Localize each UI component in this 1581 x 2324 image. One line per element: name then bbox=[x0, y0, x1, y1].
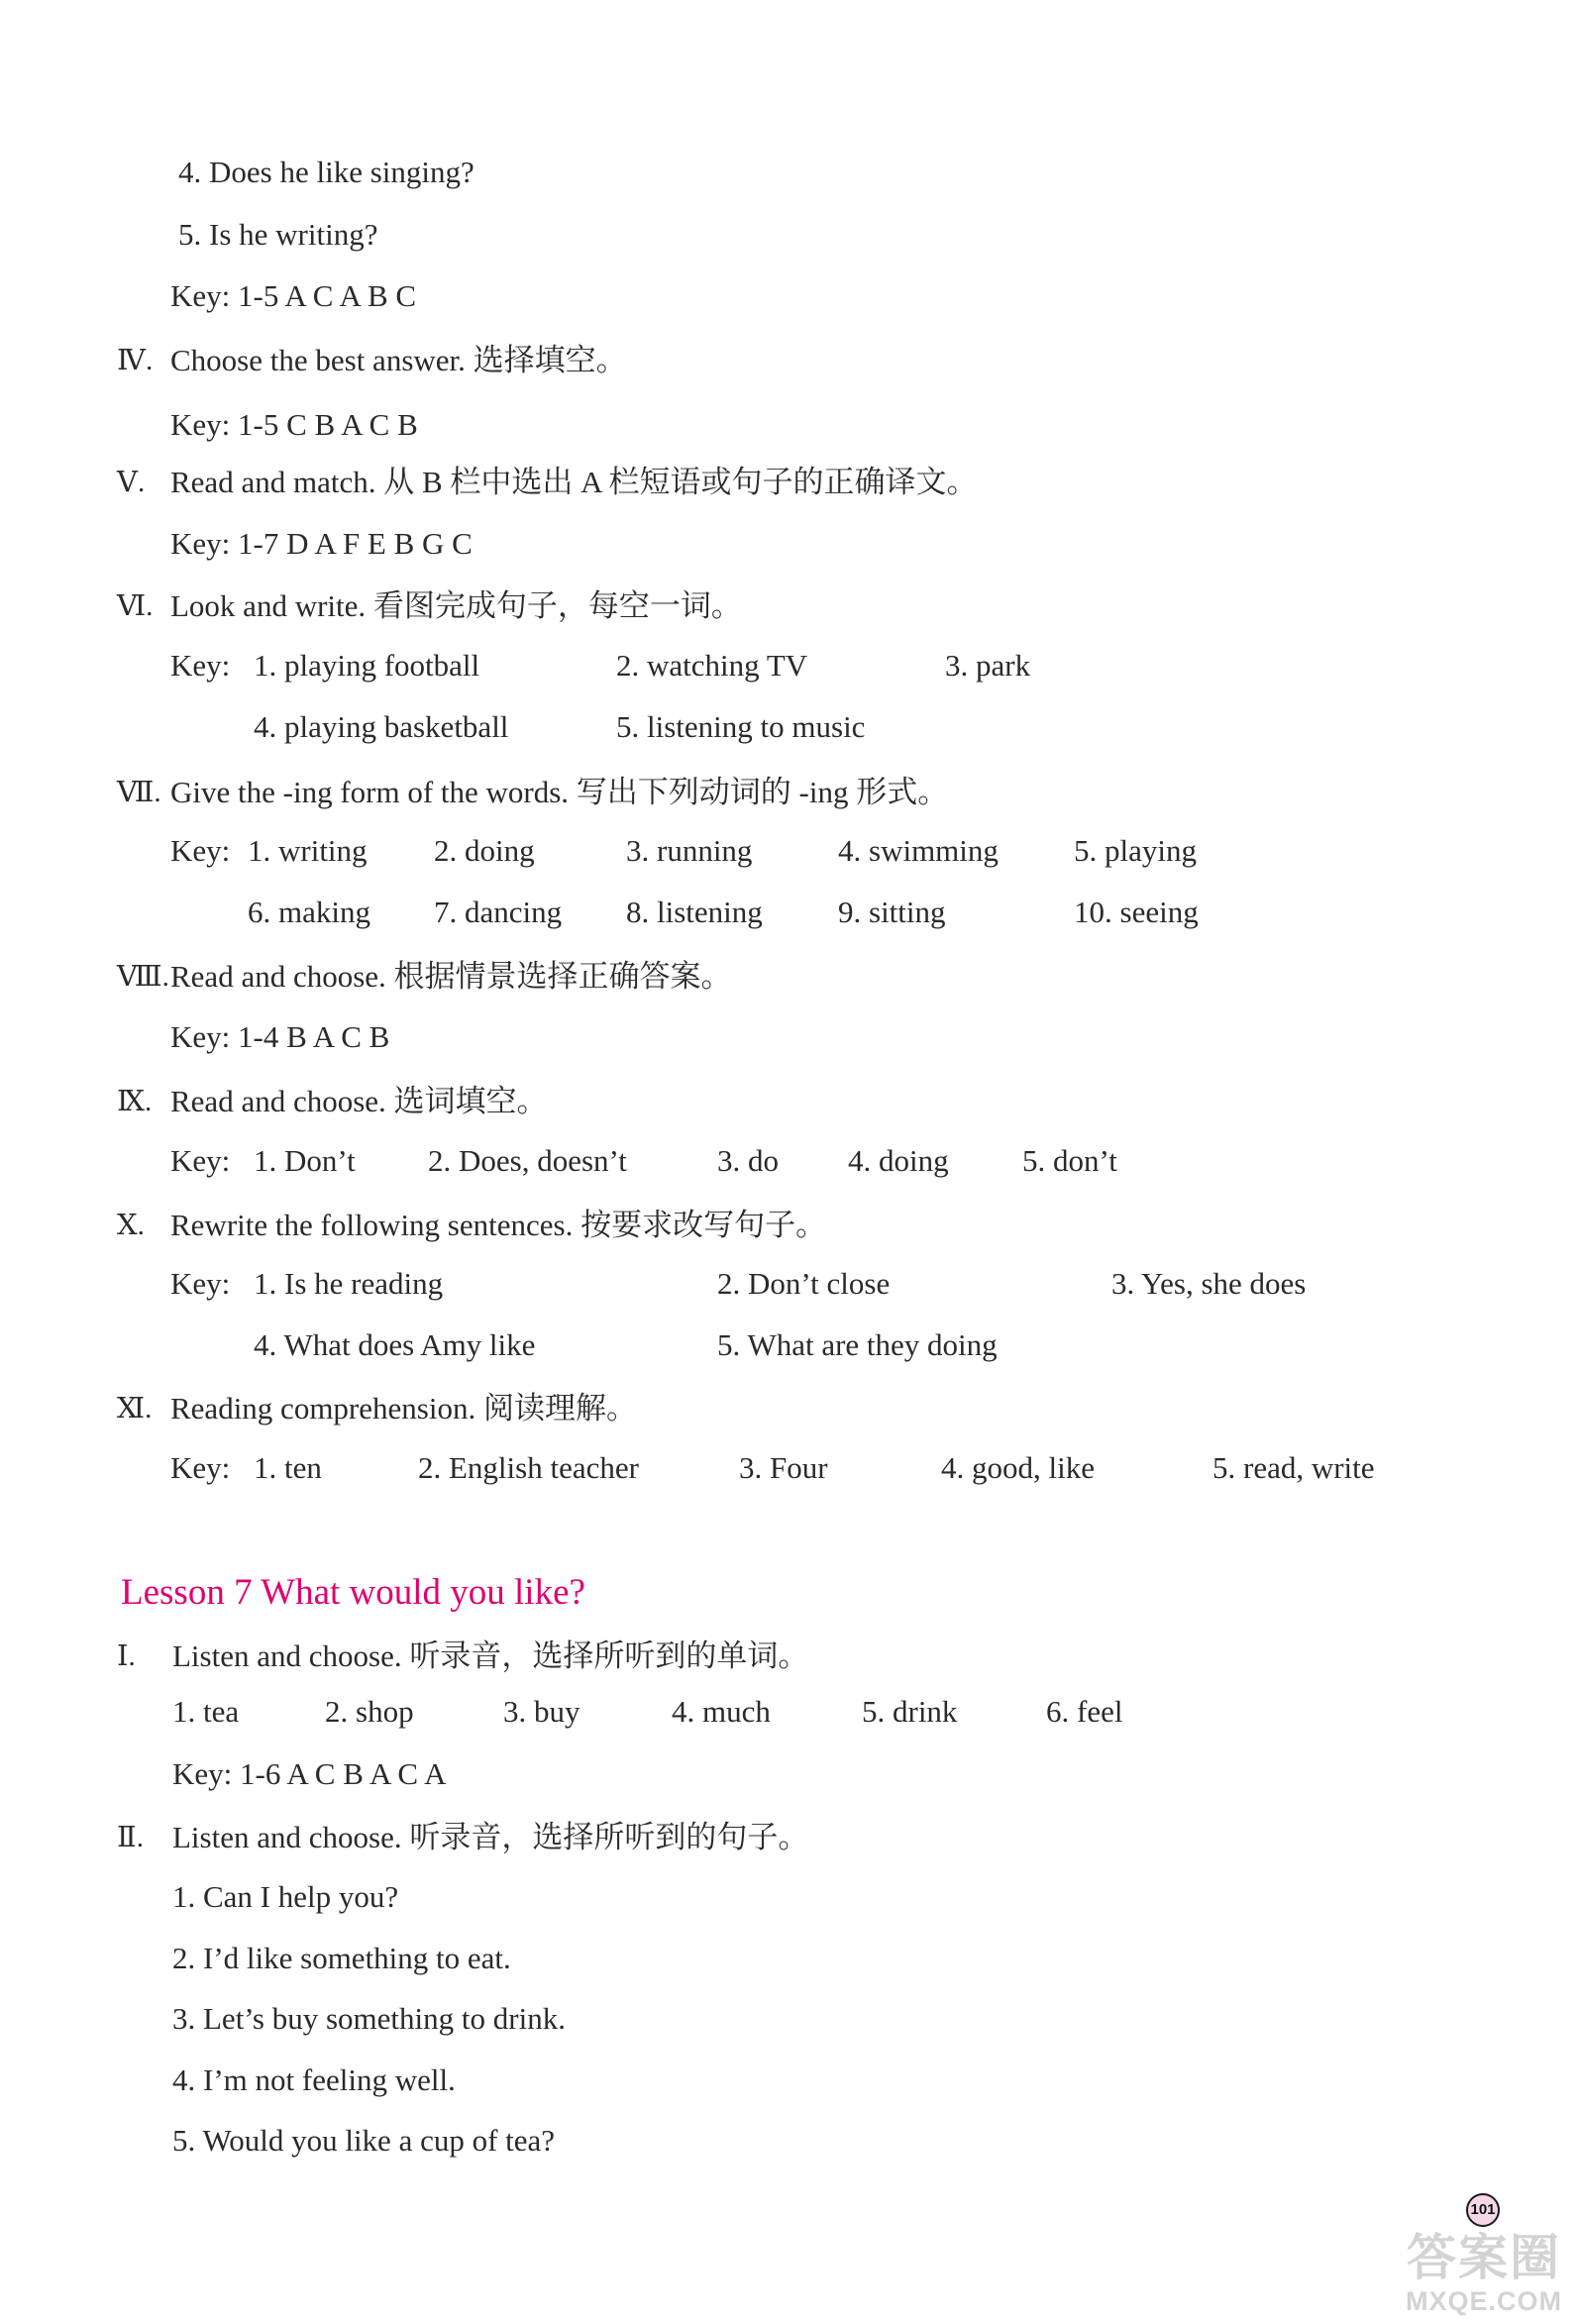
answer-item: 5. read, write bbox=[1212, 1450, 1375, 1485]
section-numeral: Ⅺ. bbox=[117, 1393, 153, 1425]
answer-item: 2. Does, doesn’t bbox=[428, 1143, 627, 1178]
sentence-item: 2. I’d like something to eat. bbox=[172, 1941, 511, 1975]
answer-item: 1. playing football bbox=[254, 648, 480, 683]
watermark bbox=[1397, 2229, 1571, 2318]
key-label: Key: bbox=[170, 1450, 231, 1485]
answer-item: 3. running bbox=[626, 833, 753, 868]
word-item: 2. shop bbox=[325, 1694, 414, 1729]
section-numeral: Ⅴ. bbox=[117, 467, 146, 498]
key-label: Key: bbox=[170, 1266, 231, 1301]
answer-item: 5. listening to music bbox=[616, 709, 866, 744]
section-numeral: Ⅷ. bbox=[117, 961, 169, 993]
answer-key: Key: 1-5 C B A C B bbox=[170, 407, 418, 442]
answer-item: 5. playing bbox=[1074, 833, 1197, 868]
section-title: Read and choose. 根据情景选择正确答案。 bbox=[170, 959, 732, 994]
answer-item: 4. swimming bbox=[838, 833, 999, 868]
section-title: Listen and choose. 听录音，选择所听到的单词。 bbox=[172, 1638, 809, 1673]
section-title: Read and match. 从 B 栏中选出 A 栏短语或句子的正确译文。 bbox=[170, 465, 978, 499]
word-item: 4. much bbox=[672, 1694, 771, 1729]
answer-key: Key: 1-7 D A F E B G C bbox=[170, 526, 473, 561]
section-title: Give the -ing form of the words. 写出下列动词的 -ing 形式。 bbox=[170, 775, 949, 809]
section-numeral: Ⅶ. bbox=[117, 777, 161, 808]
section-title: Listen and choose. 听录音，选择所听到的句子。 bbox=[172, 1820, 809, 1854]
question-item: 5. Is he writing? bbox=[178, 217, 378, 252]
answer-item: 4. playing basketball bbox=[254, 709, 509, 744]
question-item: 4. Does he like singing? bbox=[178, 155, 474, 189]
section-numeral: Ⅰ. bbox=[117, 1640, 136, 1672]
answer-item: 3. Yes, she does bbox=[1111, 1266, 1307, 1301]
answer-item: 7. dancing bbox=[434, 895, 563, 929]
answer-key: Key: 1-5 A C A B C bbox=[170, 278, 417, 313]
answer-key: Key: 1-6 A C B A C A bbox=[172, 1756, 447, 1791]
answer-item: 4. good, like bbox=[941, 1450, 1095, 1485]
section-numeral: Ⅱ. bbox=[117, 1822, 144, 1853]
section-title: Reading comprehension. 阅读理解。 bbox=[170, 1391, 637, 1426]
section-title: Read and choose. 选词填空。 bbox=[170, 1084, 548, 1118]
watermark-url: MXQE.COM bbox=[1405, 2286, 1562, 2316]
answer-item: 5. What are they doing bbox=[717, 1327, 998, 1362]
answer-item: 3. Four bbox=[739, 1450, 828, 1485]
answer-item: 1. ten bbox=[254, 1450, 322, 1485]
section-title: Look and write. 看图完成句子，每空一词。 bbox=[170, 588, 742, 623]
answer-item: 3. do bbox=[717, 1143, 779, 1178]
answer-item: 2. Don’t close bbox=[717, 1266, 891, 1301]
answer-item: 10. seeing bbox=[1074, 895, 1199, 929]
answer-item: 1. Don’t bbox=[254, 1143, 356, 1178]
answer-item: 2. watching TV bbox=[616, 648, 808, 683]
word-item: 5. drink bbox=[862, 1694, 958, 1729]
watermark-text: 答案圈 bbox=[1407, 2230, 1561, 2285]
section-numeral: Ⅸ. bbox=[117, 1086, 153, 1117]
answer-item: 5. don’t bbox=[1022, 1143, 1117, 1178]
answer-item: 8. listening bbox=[626, 895, 763, 929]
sentence-item: 5. Would you like a cup of tea? bbox=[172, 2123, 556, 2158]
section-numeral: Ⅹ. bbox=[117, 1210, 145, 1241]
section-title: Rewrite the following sentences. 按要求改写句子。 bbox=[170, 1208, 827, 1242]
sentence-item: 4. I’m not feeling well. bbox=[172, 2062, 456, 2097]
key-label: Key: bbox=[170, 648, 231, 683]
sentence-item: 1. Can I help you? bbox=[172, 1879, 399, 1914]
section-numeral: Ⅵ. bbox=[117, 590, 154, 622]
answer-item: 4. What does Amy like bbox=[254, 1327, 536, 1362]
key-label: Key: bbox=[170, 1143, 231, 1178]
answer-item: 6. making bbox=[248, 895, 370, 929]
section-title: Choose the best answer. 选择填空。 bbox=[170, 343, 627, 377]
key-label: Key: bbox=[170, 833, 231, 868]
section-numeral: Ⅳ. bbox=[117, 345, 154, 376]
answer-item: 3. park bbox=[945, 648, 1031, 683]
lesson-heading: Lesson 7 What would you like? bbox=[121, 1572, 585, 1613]
word-item: 3. buy bbox=[503, 1694, 580, 1729]
answer-item: 9. sitting bbox=[838, 895, 946, 929]
answer-item: 2. doing bbox=[434, 833, 535, 868]
word-item: 1. tea bbox=[172, 1694, 240, 1729]
sentence-item: 3. Let’s buy something to drink. bbox=[172, 2001, 566, 2036]
answer-item: 4. doing bbox=[848, 1143, 949, 1178]
answer-key: Key: 1-4 B A C B bbox=[170, 1019, 390, 1054]
answer-item: 1. writing bbox=[248, 833, 368, 868]
page-number: 101 bbox=[1466, 2193, 1500, 2227]
answer-item: 1. Is he reading bbox=[254, 1266, 444, 1301]
word-item: 6. feel bbox=[1046, 1694, 1123, 1729]
answer-item: 2. English teacher bbox=[418, 1450, 639, 1485]
